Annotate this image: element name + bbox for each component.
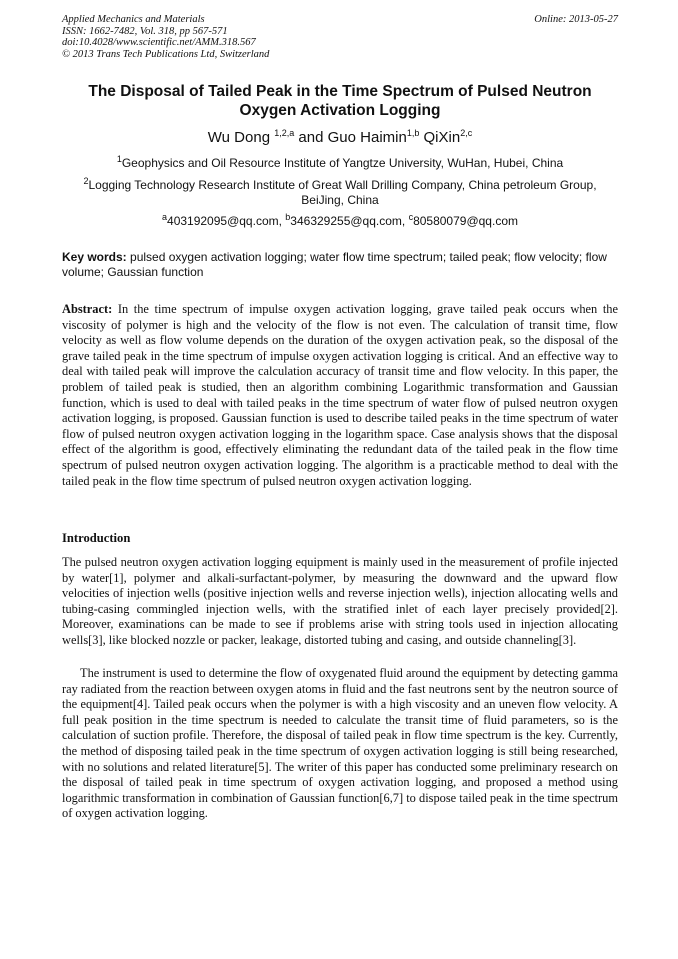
- keywords-label: Key words:: [62, 250, 127, 264]
- introduction-paragraph-1: The pulsed neutron oxygen activation logging equipment is mainly used in the measurement of profile injected by water[1], polymer and alkali-surfactant-polymer, by measuring the downward and the upward flow velocities of injection wells (positive injection wells and reverse injection wells), injection allocating wells and tubing-casing commingled injection wells, with the stratified inlet of each layer precisely provided[2]. Moreover, examinations can be made to see if problems arise with string tools used in injection allocating wells[3], like blocked nozzle or packer, leakage, distorted tubing and casing, and outside channeling[3].: [62, 555, 618, 647]
- affiliation-text: Logging Technology Research Institute of Great Wall Drilling Company, China petroleum Group, BeiJing, China: [88, 178, 597, 207]
- author-affiliation-mark: 1,2,a: [274, 128, 295, 138]
- affiliation-1: [62, 156, 618, 171]
- journal-name: Applied Mechanics and Materials: [62, 14, 205, 25]
- online-date: Online: 2013-05-27: [534, 14, 618, 25]
- affiliation-text: Geophysics and Oil Resource Institute of Yangtze University, WuHan, Hubei, China: [121, 156, 564, 170]
- abstract-label: Abstract:: [62, 302, 113, 316]
- abstract-text: In the time spectrum of impulse oxygen activation logging, grave tailed peak occurs when the viscosity of polymer is high and the velocity of the flow is not even. The calculation of transit time, flow velocity as well as flow volume depends on the duration of the oxygen activation peak, so the disposal of the grave tailed peak in the time spectrum of impulse oxygen activation logging is critical. And an effective way to deal with tailed peak will improve the calculation accuracy of transit time and flow velocity. In this paper, the problem of tailed peak is studied, then an algorithm combining Logarithmic transformation and Gaussian function, which is used to deal with tailed peaks in the time spectrum of water flow of pulsed neutron oxygen activation logging, is proposed. Gaussian function is used to describe tailed peaks in the time spectrum of water flow of pulsed neutron oxygen activation logging in the logarithm space. Case analysis shows that the disposal effect of the algorithm is good, effectively eliminating the redundant data of the tailed peak in the flow time spectrum of pulsed neutron oxygen activation logging. The algorithm is a practicable method to deal with the tailed peak in the flow time spectrum of pulsed neutron oxygen activation logging.: [62, 302, 618, 488]
- affiliation-2: [62, 178, 618, 208]
- doi-line: doi:10.4028/www.scientific.net/AMM.318.567: [62, 37, 256, 48]
- email-mark: a: [162, 212, 168, 222]
- author-name: QiXin: [423, 129, 461, 146]
- author-conjunction: and: [294, 129, 328, 146]
- author-emails: [62, 214, 618, 229]
- email-mark: c: [408, 212, 414, 222]
- keywords-text: pulsed oxygen activation logging; water flow time spectrum; tailed peak; flow velocity; flow volume; Gaussian function: [62, 250, 607, 279]
- journal-header: [62, 14, 618, 60]
- email-link[interactable]: 403192095@qq.com,: [167, 214, 286, 228]
- keywords: [62, 250, 618, 280]
- author-list: [62, 129, 618, 147]
- issn-line: ISSN: 1662-7482, Vol. 318, pp 567-571: [62, 25, 228, 37]
- section-heading-introduction: Introduction: [62, 531, 131, 545]
- author-affiliation-mark: 2,c: [460, 128, 473, 138]
- abstract: [62, 302, 618, 489]
- email-mark: b: [285, 212, 291, 222]
- introduction-paragraph-2: The instrument is used to determine the flow of oxygenated fluid around the equipment by detecting gamma ray radiated from the reaction between oxygen atoms in fluid and the fast neutrons sent by the neutron source of the equipment[4]. Tailed peak occurs when the polymer is with a high viscosity and an uneven flow velocity. A full peak position in the time spectrum is needed to calculate the transit time of fluid parameters, so is the calculation of suction profile. Therefore, the disposal of tailed peak in flow time spectrum is the key. Currently, the method of disposing tailed peak in the time spectrum of oxygen activation logging is still being researched, with no solutions and related literature[5]. The writer of this paper has conducted some preliminary research on the disposal of tailed peak in time spectrum of oxygen activation logging, and proposed a method using logarithmic transformation in combination of Gaussian function[6,7] to dispose tailed peak in the time spectrum of oxygen activation logging.: [62, 666, 618, 821]
- email-link[interactable]: 80580079@qq.com: [413, 214, 518, 228]
- email-link[interactable]: 346329255@qq.com,: [290, 214, 409, 228]
- copyright-line: © 2013 Trans Tech Publications Ltd, Switzerland: [62, 48, 270, 60]
- affiliation-mark: 1: [116, 154, 122, 164]
- author-name: Guo Haimin: [327, 129, 407, 146]
- paper-title: The Disposal of Tailed Peak in the Time Spectrum of Pulsed Neutron Oxygen Activation Logging: [88, 83, 592, 119]
- affiliation-mark: 2: [83, 176, 89, 186]
- author-name: Wu Dong: [207, 129, 271, 146]
- author-affiliation-mark: 1,b: [406, 128, 420, 138]
